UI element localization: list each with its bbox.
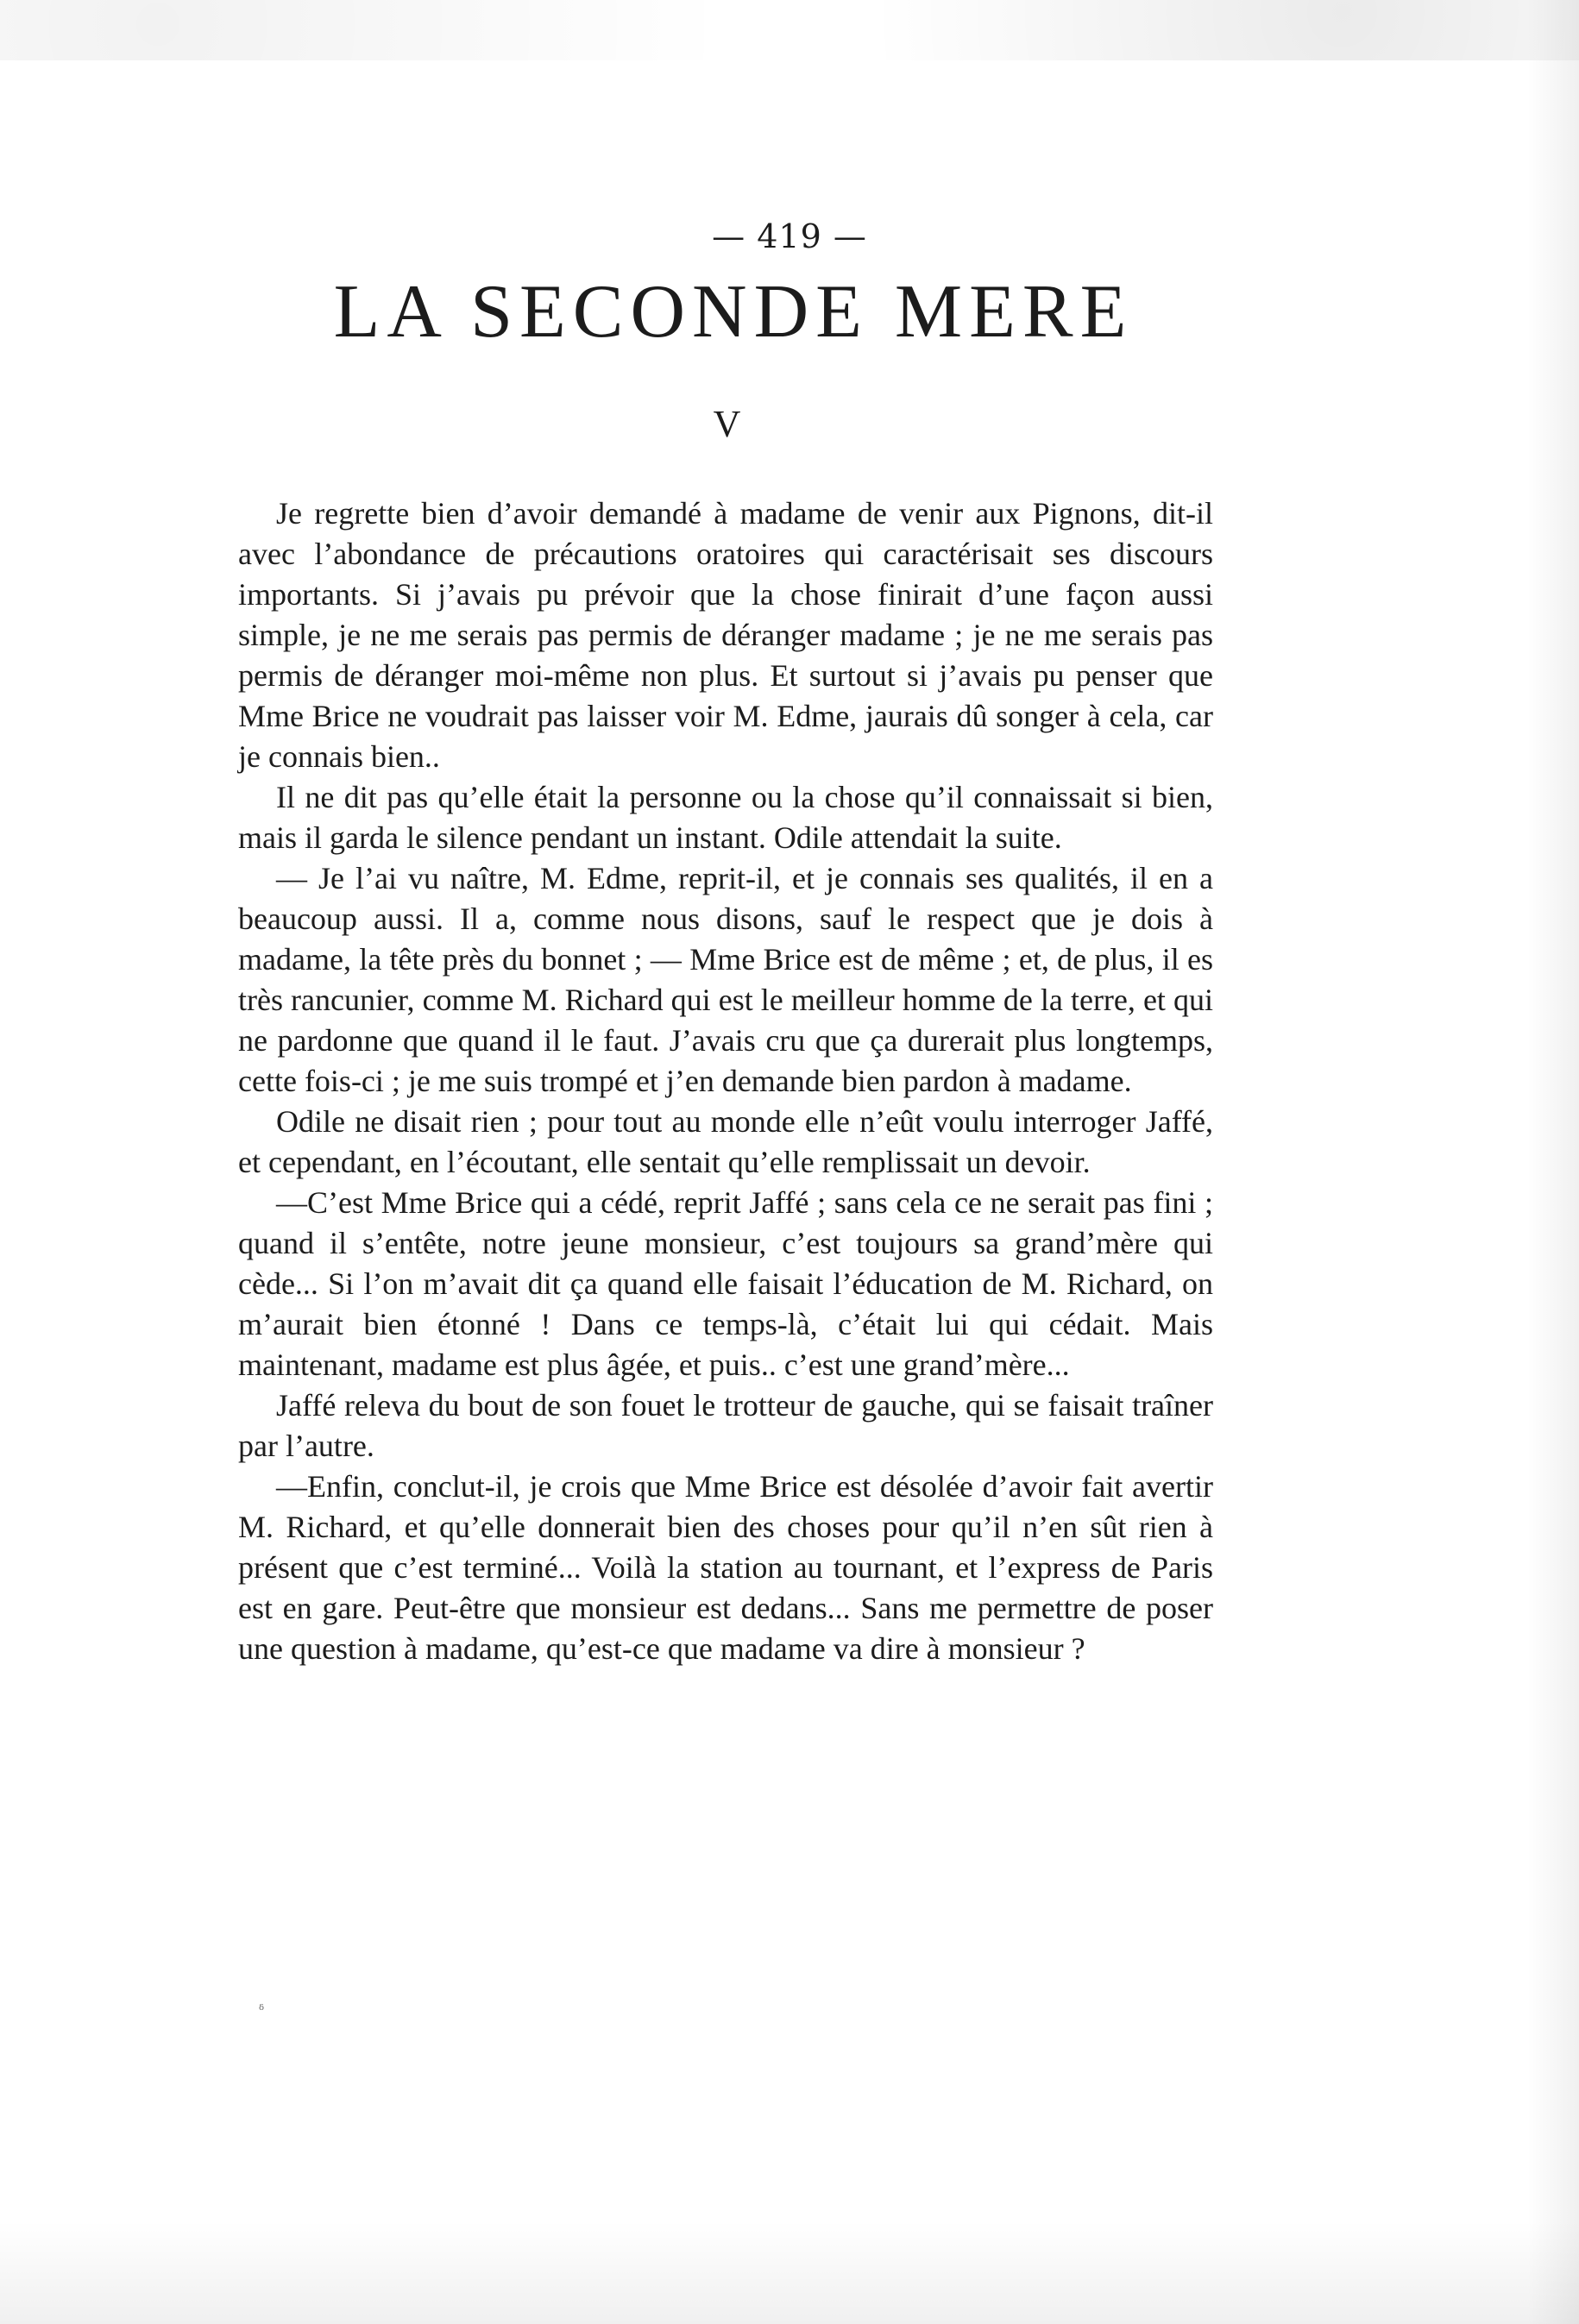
paragraph: —C’est Mme Brice qui a cédé, reprit Jaffé ; sans cela ce ne serait pas fini ; quand il s’entête, notre jeune monsieur, c’est toujours sa grand’mère qui cède... Si l’on m’avait dit ça quand elle faisait l’éducation de M. Richard, on m’aurait bien étonné ! Dans ce temps-là, c’était lui qui cédait. Mais maintenant, madame est plus âgée, et puis.. c’est une grand’mère... [238,1185,1213,1382]
chapter-title: LA SECONDE MERE [333,270,1134,354]
paragraph: Jaffé releva du bout de son fouet le trotteur de gauche, qui se faisait traîner par l’autre. [238,1388,1213,1463]
page-number: — 419 — [712,217,867,255]
paragraph: Odile ne disait rien ; pour tout au monde elle n’eût voulu interroger Jaffé, et cependant, en l’écoutant, elle sentait qu’elle remplissait un devoir. [238,1104,1213,1179]
chapter-numeral: V [713,403,741,445]
body-text [238,493,1213,1669]
paragraph: — Je l’ai vu naître, M. Edme, reprit-il, et je connais ses qualités, il en a beaucoup aussi. Il a, comme nous disons, sauf le respect que je dois à madame, la tête près du bonnet ; — Mme Brice est de même ; et, de plus, il es très rancunier, comme M. Richard qui est le meilleur homme de la terre, et qui ne pardonne que quand il le faut. J’avais cru que ça durerait plus longtemps, cette fois-ci ; je me suis trompé et j’en demande bien pardon à madame. [238,861,1213,1098]
paragraph: Je regrette bien d’avoir demandé à madame de venir aux Pignons, dit-il avec l’abondance de précautions oratoires qui caractérisait ses discours importants. Si j’avais pu prévoir que la chose finirait d’une façon aussi simple, je ne me serais pas permis de déranger madame ; je ne me serais pas permis de déranger moi-même non plus. Et surtout si j’avais pu penser que Mme Brice ne voudrait pas laisser voir M. Edme, jaurais dû songer à cela, car je connais bien.. [238,496,1213,774]
scan-edge-right [1527,0,1579,2324]
paragraph: Il ne dit pas qu’elle était la personne ou la chose qu’il connaissait si bien, mais il garda le silence pendant un instant. Odile attendait la suite. [238,780,1213,855]
scan-edge-top [0,0,1579,60]
scan-edge-bottom [0,2220,1579,2324]
footer-mark: ᵟ [259,2001,265,2018]
paragraph: —Enfin, conclut-il, je crois que Mme Brice est désolée d’avoir fait avertir M. Richard, et qu’elle donnerait bien des choses pour qu’il n’en sût rien à présent que c’est terminé... Voilà la station au tournant, et l’express de Paris est en gare. Peut-être que monsieur est dedans... Sans me permettre de poser une question à madame, qu’est-ce que madame va dire à monsieur ? [238,1469,1213,1666]
